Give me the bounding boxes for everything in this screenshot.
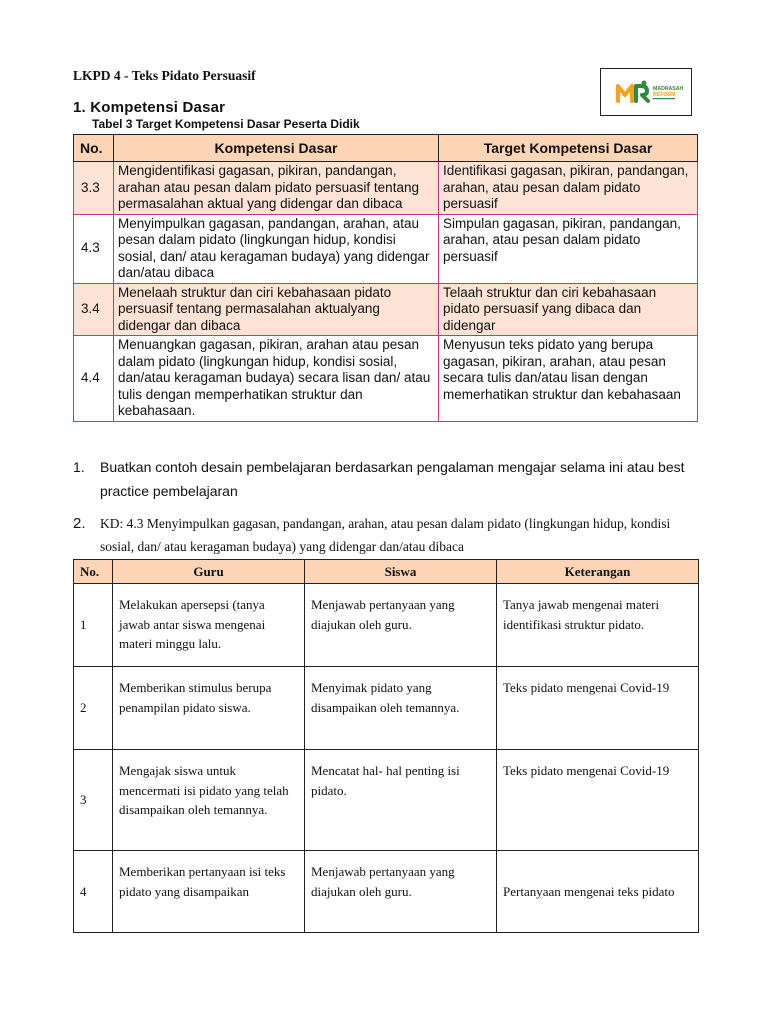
kompetensi-dasar-table — [73, 134, 698, 422]
document-title: LKPD 4 - Teks Pidato Persuasif — [73, 68, 256, 83]
logo-frame — [600, 68, 692, 116]
step-number: 1 — [74, 584, 113, 667]
list-item-text: KD: 4.3 Menyimpulkan gagasan, pandangan, arahan, atau pesan dalam pidato (lingkungan hidup, kondisi sosial, dan/ atau keragaman budaya) yang didengar dan/atau dibaca — [100, 516, 671, 554]
table-row — [74, 336, 698, 422]
siswa-activity: Menjawab pertanyaan yang diajukan oleh guru. — [305, 851, 497, 933]
section-heading: 1. Kompetensi Dasar — [73, 99, 226, 116]
list-marker: 2. — [73, 515, 86, 532]
table-row — [74, 667, 699, 750]
header-no: No. — [74, 560, 113, 584]
step-note: Pertanyaan mengenai teks pidato — [497, 851, 699, 933]
guru-activity: Melakukan apersepsi (tanya jawab antar siswa mengenai materi minggu lalu. — [113, 584, 305, 667]
kd-target: Telaah struktur dan ciri kebahasaan pidato persuasif yang dibaca dan didengar — [439, 283, 698, 336]
kd-number: 4.3 — [74, 214, 114, 283]
header-siswa: Siswa — [305, 560, 497, 584]
siswa-activity: Menyimak pidato yang disampaikan oleh temannya. — [305, 667, 497, 750]
instruction-list — [73, 455, 703, 558]
table-row — [74, 214, 698, 283]
guru-activity: Mengajak siswa untuk mencermati isi pidato yang telah disampaikan oleh temannya. — [113, 750, 305, 851]
kd-number: 4.4 — [74, 336, 114, 422]
list-item-text: Buatkan contoh desain pembelajaran berdasarkan pengalaman mengajar selama ini atau best practice pembelajaran — [100, 459, 685, 499]
header-no: No. — [74, 135, 114, 162]
kd-target: Identifikasi gagasan, pikiran, pandangan, arahan, atau pesan dalam pidato persuasif — [439, 162, 698, 215]
table-caption: Tabel 3 Target Kompetensi Dasar Peserta Didik — [92, 117, 360, 131]
kd-target: Simpulan gagasan, pikiran, pandangan, arahan, atau pesan dalam pidato persuasif — [439, 214, 698, 283]
step-note: Tanya jawab mengenai materi identifikasi struktur pidato. — [497, 584, 699, 667]
step-note: Teks pidato mengenai Covid-19 — [497, 667, 699, 750]
table-row — [74, 851, 699, 933]
header-keterangan: Keterangan — [497, 560, 699, 584]
kd-description: Mengidentifikasi gagasan, pikiran, pandangan, arahan atau pesan dalam pidato persuasif tentang permasalahan aktual yang didengar dan dibaca — [114, 162, 439, 215]
siswa-activity: Menjawab pertanyaan yang diajukan oleh guru. — [305, 584, 497, 667]
siswa-activity: Mencatat hal- hal penting isi pidato. — [305, 750, 497, 851]
list-item — [73, 455, 703, 503]
guru-activity: Memberikan stimulus berupa penampilan pidato siswa. — [113, 667, 305, 750]
kd-target: Menyusun teks pidato yang berupa gagasan, pikiran, arahan, atau pesan secara tulis dan/atau lisan dengan memerhatikan struktur dan kebahasaan — [439, 336, 698, 422]
table-header-row — [74, 135, 698, 162]
kd-description: Menyimpulkan gagasan, pandangan, arahan, atau pesan dalam pidato (lingkungan hidup, kondisi sosial, dan/ atau keragaman budaya) yang didengar dan/atau dibaca — [114, 214, 439, 283]
step-number: 4 — [74, 851, 113, 933]
kd-description: Menuangkan gagasan, pikiran, arahan atau pesan dalam pidato (lingkungan hidup, kondisi sosial, dan/atau keragaman budaya) secara lisan dan/ atau tulis dengan memperhatikan struktur dan kebahasaan. — [114, 336, 439, 422]
madrasah-reform-logo — [601, 69, 691, 115]
step-number: 3 — [74, 750, 113, 851]
guru-activity: Memberikan pertanyaan isi teks pidato yang disampaikan — [113, 851, 305, 933]
table-row — [74, 584, 699, 667]
list-item — [73, 512, 703, 558]
step-note: Teks pidato mengenai Covid-19 — [497, 750, 699, 851]
kd-number: 3.4 — [74, 283, 114, 336]
step-number: 2 — [74, 667, 113, 750]
logo-brand-line2: REFORM — [653, 92, 676, 98]
list-marker: 1. — [73, 459, 85, 475]
kd-number: 3.3 — [74, 162, 114, 215]
table-row — [74, 750, 699, 851]
learning-steps-table — [73, 559, 699, 933]
kd-description: Menelaah struktur dan ciri kebahasaan pidato persuasif tentang permasalahan aktualyang didengar dan dibaca — [114, 283, 439, 336]
header-guru: Guru — [113, 560, 305, 584]
header-target-kompetensi: Target Kompetensi Dasar — [439, 135, 698, 162]
table-header-row — [74, 560, 699, 584]
table-row — [74, 162, 698, 215]
header-kompetensi-dasar: Kompetensi Dasar — [114, 135, 439, 162]
logo-brand-line1: MADRASAH — [653, 86, 684, 92]
table-row — [74, 283, 698, 336]
